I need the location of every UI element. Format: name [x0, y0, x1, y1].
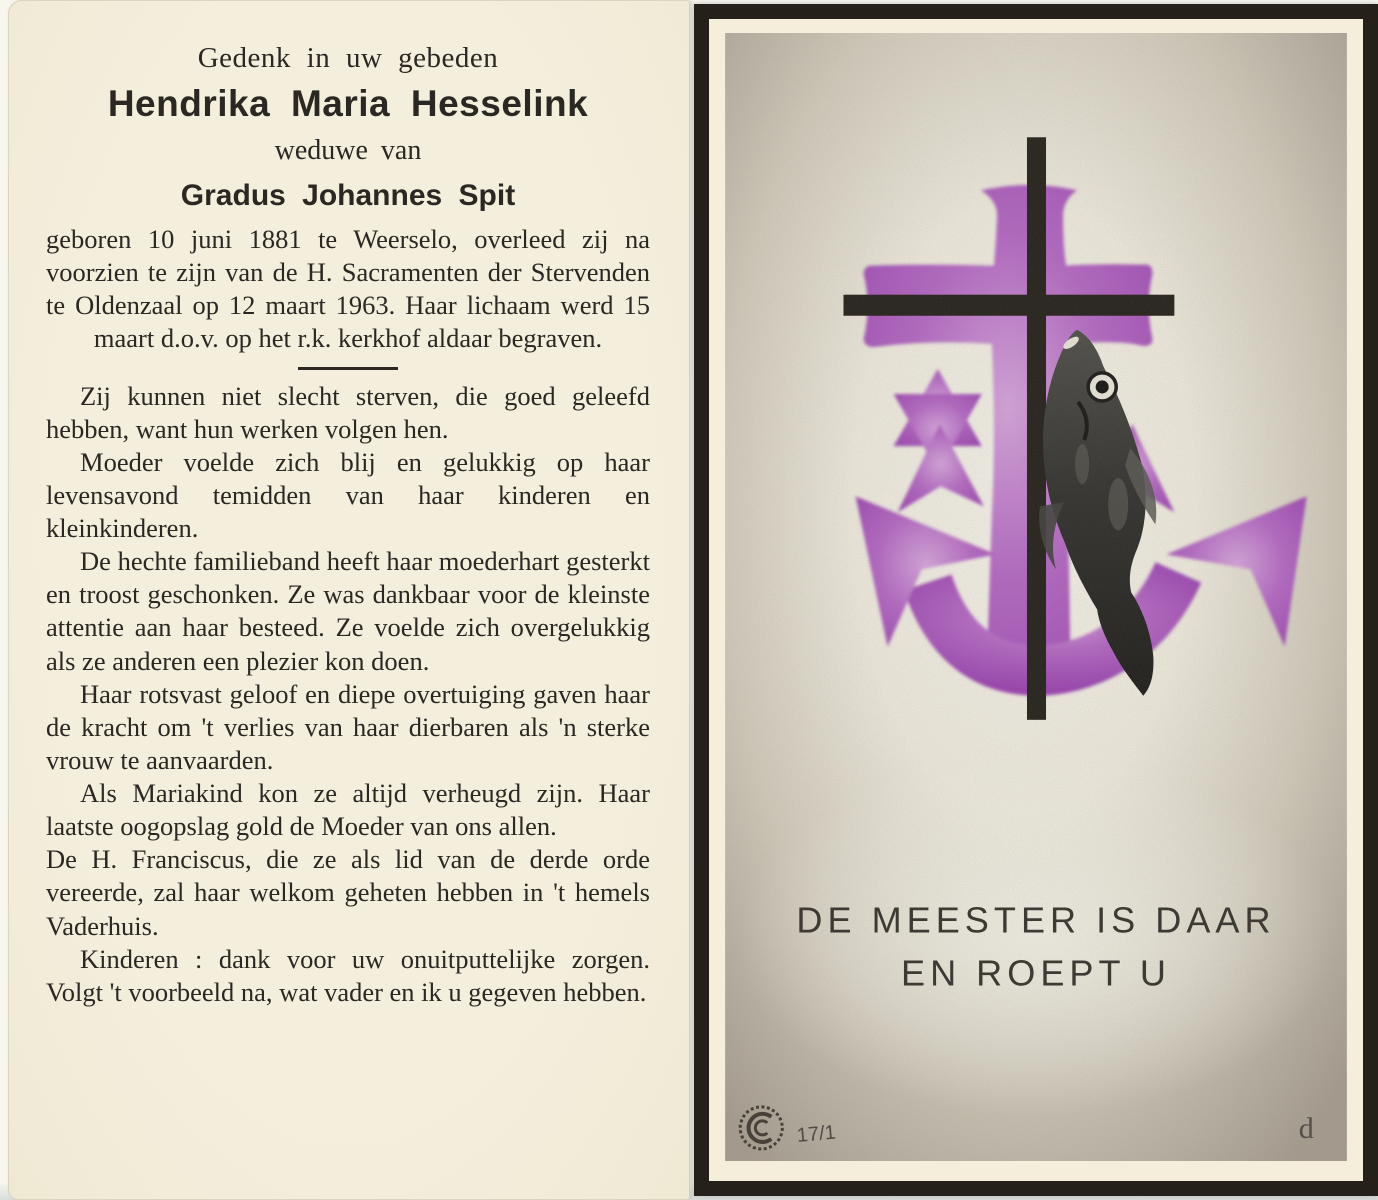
intro-line: Gedenk in uw gebeden — [197, 42, 499, 74]
relation-line: weduwe van — [274, 135, 422, 166]
memorial-paragraph: Haar rotsvast geloof en diepe overtuiging gaven haar de kracht om 't verlies van haar dierbaren als 'n sterke vrouw te aanvaarden. — [46, 678, 650, 775]
left-card-content — [8, 0, 690, 1009]
print-code: 17/1 — [795, 1121, 837, 1147]
print-grain-overlay — [725, 33, 1347, 1161]
memorial-paragraph: De hechte familieband heeft haar moederhart gesterkt en troost geschonken. Ze was dankbaar voor de kleinste attentie aan haar besteed. Ze voelde zich overgelukkig als ze anderen een plezier kon doen. — [46, 546, 650, 676]
spouse-name: Gradus Johannes Spit — [180, 179, 516, 212]
memorial-paragraph: Moeder voelde zich blij en gelukkig op haar levensavond temidden van haar kinderen en kleinkinderen. — [46, 446, 650, 543]
biography-paragraph: geboren 10 juni 1881 te Weerselo, overleed zij na voorzien te zijn van de H. Sacramenten der Stervenden te Oldenzaal op 12 maart 1963. Haar lichaam werd 15 maart d.o.v. op het r.k. kerkhof aldaar begraven. — [46, 224, 650, 354]
caption-line-2: EN ROEPT U — [901, 952, 1171, 994]
section-divider — [298, 367, 398, 370]
memorial-paragraph: Als Mariakind kon ze altijd verheugd zijn. Haar laatste oogopslag gold de Moeder van ons allen. — [46, 778, 650, 842]
right-card-panel — [694, 4, 1378, 1196]
caption-line-1: DE MEESTER IS DAAR — [796, 899, 1276, 941]
memorial-paragraph: Kinderen : dank voor uw onuitputtelijke zorgen. Volgt 't voorbeeld na, wat vader en ik u gegeven hebben. — [46, 943, 650, 1007]
memorial-paragraph: De H. Franciscus, die ze als lid van de derde orde vereerde, zal haar welkom geheten hebben in 't hemels Vaderhuis. — [46, 844, 650, 941]
deceased-name: Hendrika Maria Hesselink — [107, 83, 589, 124]
devotional-image — [725, 33, 1347, 1161]
devotional-artwork — [725, 33, 1347, 1161]
left-card-panel — [8, 0, 690, 1200]
engraver-initial: d — [1298, 1110, 1314, 1145]
memorial-paragraph: Zij kunnen niet slecht sterven, die goed geleefd hebben, want hun werken volgen hen. — [46, 380, 650, 444]
